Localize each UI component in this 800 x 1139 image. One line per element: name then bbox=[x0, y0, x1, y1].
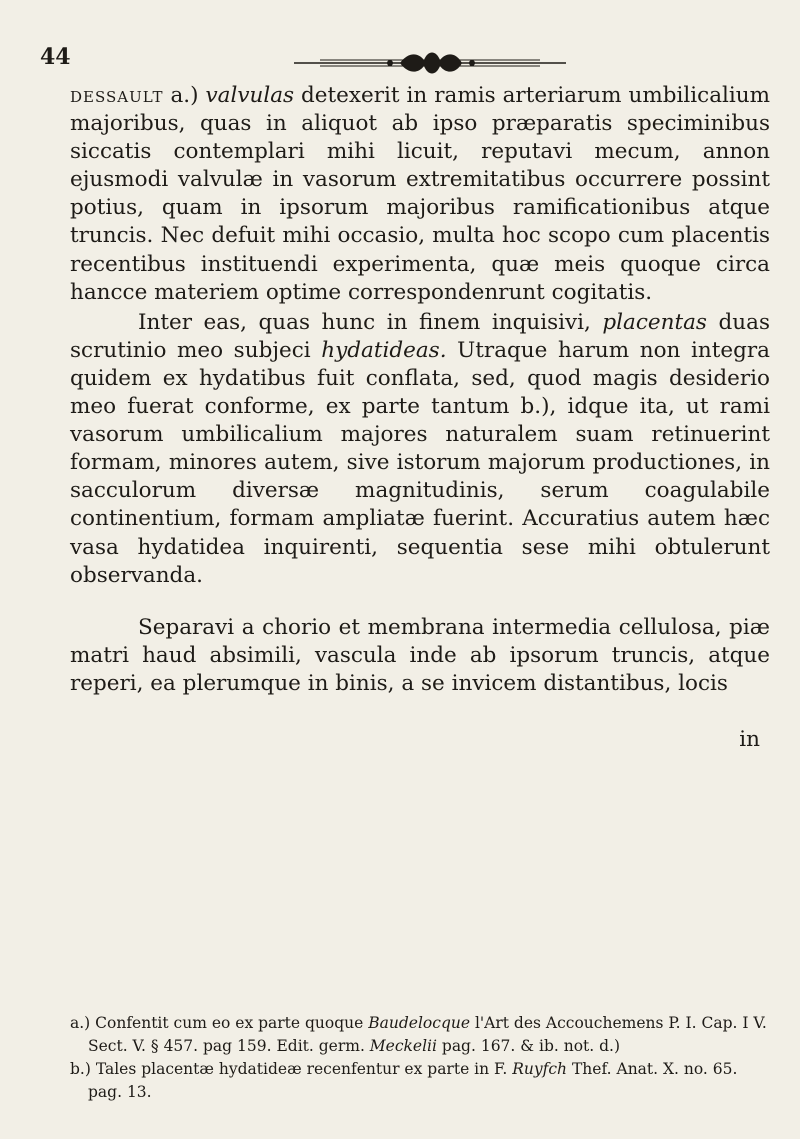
header-ornament-icon bbox=[290, 48, 570, 78]
footnotes bbox=[70, 1012, 770, 1104]
paragraph-2 bbox=[70, 309, 770, 590]
footnote-a: a.) Confentit cum eo ex parte quoque Baudelocque l'Art des Accouchemens P. I. Cap. I V. Sect. V. § 457. pag 159. Edit. germ. Meckelii pag. 167. & ib. not. d.) bbox=[70, 1014, 767, 1055]
emphasis: Baudelocque bbox=[368, 1014, 471, 1032]
paragraph-3: Separavi a chorio et membrana intermedia cellulosa, piæ matri haud absimili, vascula inde ab ipsorum truncis, atque reperi, ea plerumque in binis, a se invicem distantibus, locis bbox=[70, 614, 770, 696]
footnote-ref-a: a.) bbox=[163, 83, 206, 108]
main-text bbox=[70, 82, 770, 754]
page-header bbox=[40, 44, 760, 84]
paragraph-text: Inter eas, quas hunc in finem inquisivi, bbox=[138, 309, 603, 335]
author-name: dessault bbox=[70, 83, 164, 108]
paragraph-text: Utraque harum non integra quidem ex hydatibus fuit conflata, sed, quod magis desiderio meo fuerat conforme, ex parte tantum b.), idque ita, ut rami vasorum umbilicalium majores naturalem suam retinuerint formam, minores autem, sive istorum majorum productiones, in sacculorum diversæ magnitudinis, serum coagulabile continentium, formam ampliatæ fuerint. Accuratius autem hæc vasa hydatidea inquirenti, sequentia sese mihi obtulerunt observanda. bbox=[70, 337, 770, 588]
emphasis: valvulas bbox=[205, 83, 295, 108]
paragraph-1 bbox=[70, 82, 770, 307]
emphasis: placentas bbox=[602, 309, 707, 335]
footnote-b: b.) Tales placentæ hydatideæ recenfentur ex parte in F. Ruyfch Thef. Anat. X. no. 65. pag. 13. bbox=[70, 1060, 738, 1101]
catchword: in bbox=[739, 726, 760, 752]
emphasis: hydatideas. bbox=[321, 337, 447, 363]
paragraph-text: detexerit in ramis arteriarum umbilicalium majoribus, quas in aliquot ab ipso præparatis speciminibus siccatis contemplari mihi licuit, reputavi mecum, annon ejusmodi valvulæ in vasorum extremitatibus occurrere possint potius, quam in ipsorum majoribus ramificationibus atque truncis. Nec defuit mihi occasio, multa hoc scopo cum placentis recentibus instituendi experimenta, quæ meis quoque circa hancce materiem optime correspondenrunt cogitatis. bbox=[70, 83, 770, 305]
page-number: 44 bbox=[40, 44, 71, 70]
paragraph-text: duas scrutinio meo subjeci bbox=[70, 309, 770, 363]
emphasis: Ruyfch bbox=[512, 1060, 568, 1078]
emphasis: Meckelii bbox=[369, 1037, 437, 1055]
